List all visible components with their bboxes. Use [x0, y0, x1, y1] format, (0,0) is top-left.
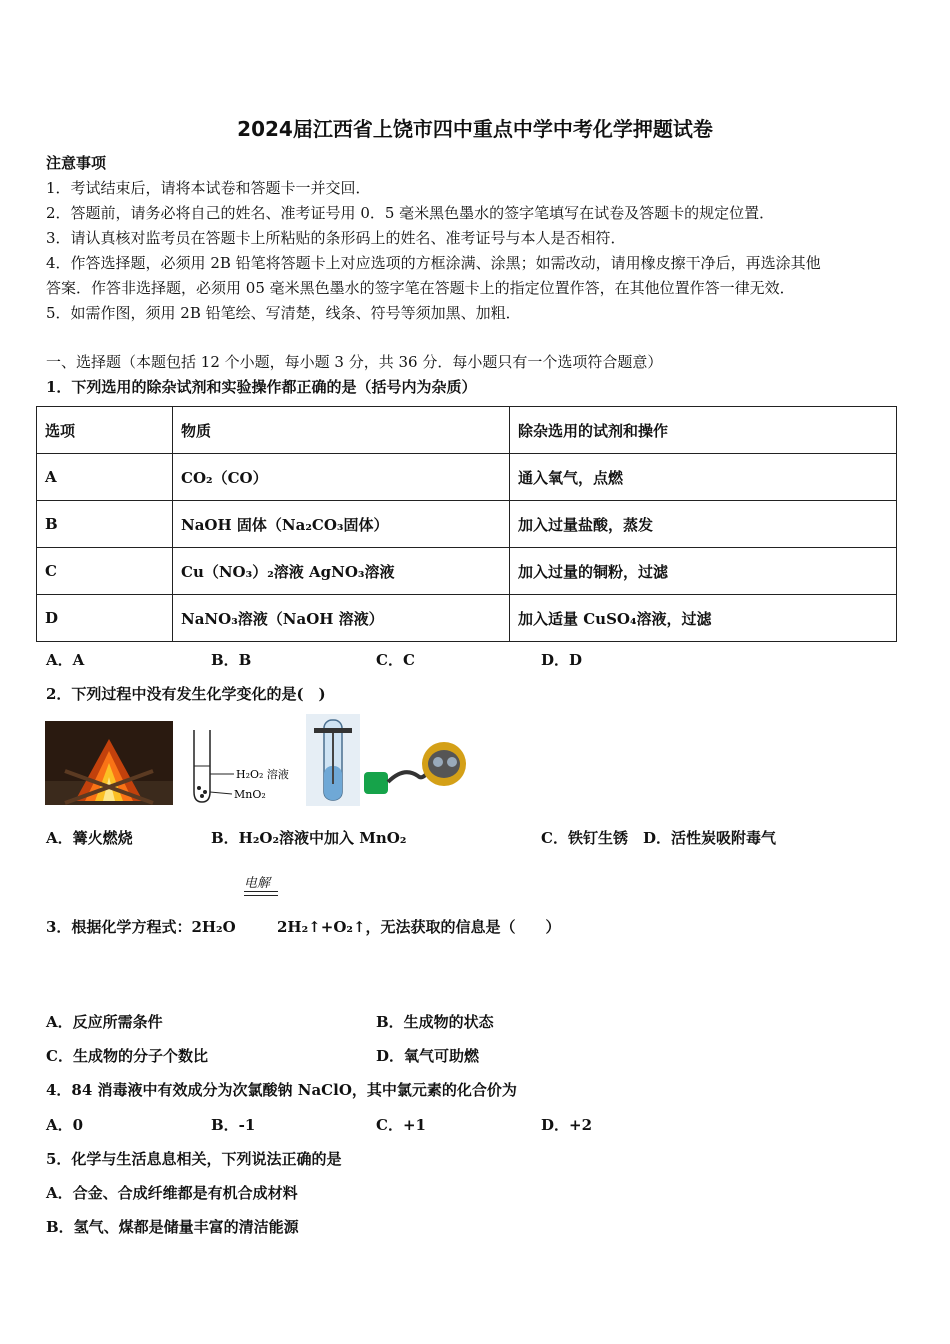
- equals-line: [244, 895, 278, 896]
- q5-option-b: B．氢气、煤都是储量丰富的清洁能源: [46, 1218, 299, 1236]
- table-cell: D: [37, 595, 173, 642]
- notice-item: 4．作答选择题，必须用 2B 铅笔将答题卡上对应选项的方框涂满、涂黑；如需改动，请用橡皮擦干净后，再选涂其他: [46, 254, 821, 272]
- section-heading: 一、选择题（本题包括 12 个小题，每小题 3 分，共 36 分．每小题只有一个选项符合题意）: [46, 353, 663, 371]
- table-row: [37, 595, 897, 642]
- q4-option-d: D．+2: [541, 1116, 593, 1134]
- table-cell: NaNO₃溶液（NaOH 溶液）: [173, 595, 510, 642]
- q1-option-d: D．D: [541, 651, 583, 669]
- q2-stem: 2．下列过程中没有发生化学变化的是( ): [46, 685, 326, 703]
- q3-option-c: C．生成物的分子个数比: [46, 1047, 208, 1065]
- q3-stem-end: 2H₂↑+O₂↑，无法获取的信息是（ ）: [277, 918, 561, 936]
- q4-option-c: C．+1: [376, 1116, 426, 1134]
- page-title: 2024届江西省上饶市四中重点中学中考化学押题试卷: [237, 117, 713, 141]
- table-header: 物质: [173, 407, 510, 454]
- q2-option-a: A．篝火燃烧: [46, 829, 133, 847]
- table-row: [37, 548, 897, 595]
- q3-stem-start: 3．根据化学方程式：2H₂O: [46, 918, 236, 936]
- q4-option-b: B．-1: [211, 1116, 256, 1134]
- q3-option-a: A．反应所需条件: [46, 1013, 163, 1031]
- table-cell: Cu（NO₃）₂溶液 AgNO₃溶液: [173, 548, 510, 595]
- reaction-condition: 电解: [244, 876, 271, 891]
- table-cell: 加入过量盐酸，蒸发: [510, 501, 897, 548]
- table-header-row: [37, 407, 897, 454]
- iron-nail-image: [306, 714, 360, 806]
- notice-item: 2．答题前，请务必将自己的姓名、准考证号用 0．5 毫米黑色墨水的签字笔填写在试卷及答题卡的规定位置．: [46, 204, 775, 222]
- equals-line: [244, 891, 278, 892]
- q5-stem: 5．化学与生活息息相关，下列说法正确的是: [46, 1150, 342, 1168]
- table-row: [37, 454, 897, 501]
- table-cell: C: [37, 548, 173, 595]
- notice-item: 1．考试结束后，请将本试卷和答题卡一并交回．: [46, 179, 371, 197]
- q1-option-a: A．A: [46, 651, 85, 669]
- h2o2-label: H₂O₂ 溶液: [236, 768, 289, 781]
- q2-option-b: B．H₂O₂溶液中加入 MnO₂: [211, 829, 407, 847]
- q4-stem: 4．84 消毒液中有效成分为次氯酸钠 NaClO，其中氯元素的化合价为: [46, 1081, 517, 1099]
- q1-option-c: C．C: [376, 651, 415, 669]
- table-cell: A: [37, 454, 173, 501]
- table-header: 选项: [37, 407, 173, 454]
- q3-option-d: D．氧气可助燃: [376, 1047, 480, 1065]
- table-cell: 加入适量 CuSO₄溶液，过滤: [510, 595, 897, 642]
- table-cell: 通入氧气，点燃: [510, 454, 897, 501]
- mno2-label: MnO₂: [234, 788, 266, 801]
- table-row: [37, 501, 897, 548]
- q1-table: [36, 406, 897, 642]
- q5-option-a: A．合金、合成纤维都是有机合成材料: [46, 1184, 298, 1202]
- gas-mask-image: [360, 736, 470, 800]
- notice-heading: 注意事项: [46, 154, 107, 172]
- q1-stem: 1．下列选用的除杂试剂和实验操作都正确的是（括号内为杂质）: [46, 378, 477, 396]
- table-cell: CO₂（CO）: [173, 454, 510, 501]
- notice-item: 答案．作答非选择题，必须用 05 毫米黑色墨水的签字笔在答题卡上的指定位置作答，在其他位置作答一律无效．: [46, 279, 795, 297]
- table-cell: B: [37, 501, 173, 548]
- q3-option-b: B．生成物的状态: [376, 1013, 494, 1031]
- notice-item: 3．请认真核对监考员在答题卡上所粘贴的条形码上的姓名、准考证号与本人是否相符．: [46, 229, 626, 247]
- q4-option-a: A．0: [46, 1116, 84, 1134]
- q2-option-cd: C．铁钉生锈 D．活性炭吸附毒气: [541, 829, 776, 847]
- q1-option-b: B．B: [211, 651, 252, 669]
- notice-item: 5．如需作图，须用 2B 铅笔绘、写清楚，线条、符号等须加黑、加粗．: [46, 304, 521, 322]
- table-cell: 加入过量的铜粉，过滤: [510, 548, 897, 595]
- bonfire-image: [45, 721, 173, 805]
- test-tube-diagram: [182, 726, 302, 806]
- table-cell: NaOH 固体（Na₂CO₃固体）: [173, 501, 510, 548]
- table-header: 除杂选用的试剂和操作: [510, 407, 897, 454]
